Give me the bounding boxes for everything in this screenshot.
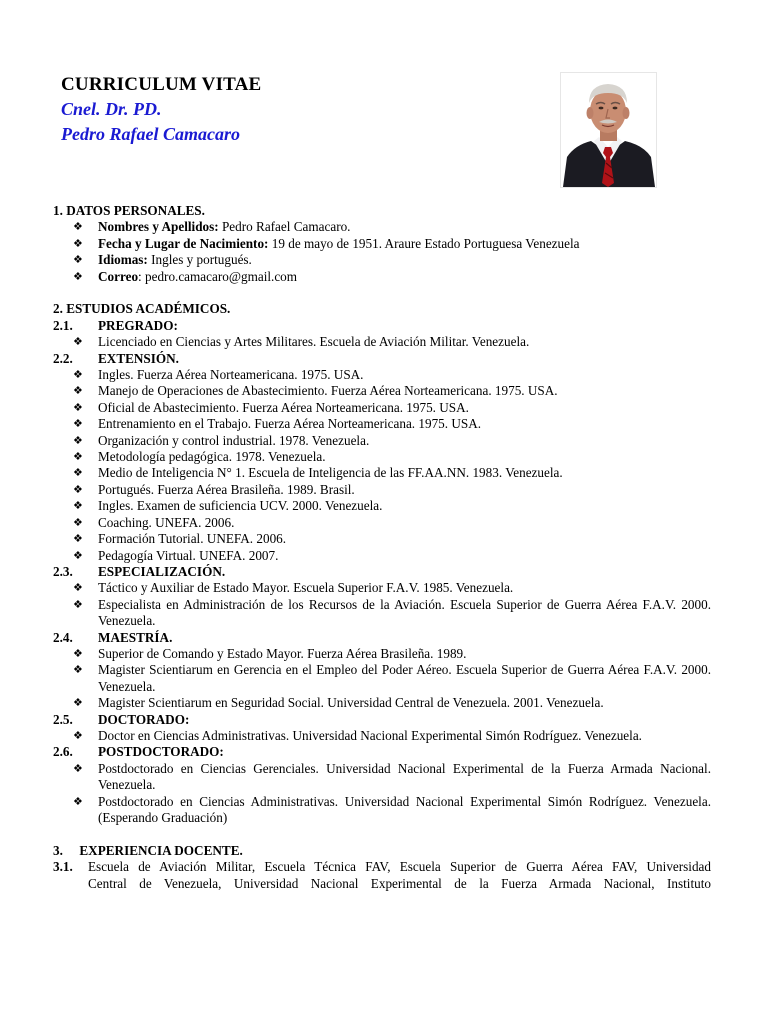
person-name: Pedro Rafael Camacaro: [61, 124, 240, 144]
list-item: ❖ Entrenamiento en el Trabajo. Fuerza Aérea Norteamericana. 1975. USA.: [73, 416, 482, 432]
especializacion-list: [53, 580, 711, 629]
diamond-bullet-icon: ❖: [73, 516, 83, 529]
list-item: ❖ Postdoctorado en Ciencias Gerenciales. Universidad Nacional Experimental de la Fuerza Armada Nacional. Venezuela.: [73, 760, 711, 793]
diamond-bullet-icon: ❖: [73, 664, 83, 677]
document-title: CURRICULUM VITAE: [61, 74, 262, 95]
diamond-bullet-icon: ❖: [73, 729, 83, 742]
diamond-bullet-icon: ❖: [73, 401, 83, 414]
subsection-title: DOCTORADO:: [98, 711, 190, 727]
personal-data-list: [53, 219, 711, 285]
subsection-heading-maestria: [53, 630, 711, 646]
list-item: ❖ Pedagogía Virtual. UNEFA. 2007.: [73, 547, 279, 563]
diamond-bullet-icon: ❖: [73, 451, 83, 464]
item-text-line: Central de Venezuela, Universidad Nacional Experimental de la Fuerza Armada Nacional, Instituto: [88, 875, 711, 891]
portrait-image: [561, 73, 656, 187]
field-value: Pedro Rafael Camacaro.: [218, 219, 351, 235]
experience-item: [53, 859, 711, 892]
diamond-bullet-icon: ❖: [73, 418, 83, 431]
list-item: ❖ Ingles. Fuerza Aérea Norteamericana. 1975. USA.: [73, 367, 364, 383]
subsection-heading-extension: [53, 351, 711, 367]
list-item: ❖ Doctor en Ciencias Administrativas. Universidad Nacional Experimental Simón Rodríguez. Venezuela.: [73, 727, 642, 743]
list-item: [53, 236, 711, 252]
diamond-bullet-icon: ❖: [73, 467, 83, 480]
person-rank: Cnel. Dr. PD.: [61, 99, 162, 119]
maestria-list: [53, 646, 711, 712]
subsection-title: PREGRADO:: [98, 317, 178, 333]
subsection-title: MAESTRÍA.: [98, 629, 173, 645]
field-label: Idiomas:: [98, 252, 148, 268]
diamond-bullet-icon: ❖: [73, 533, 83, 546]
subsection-number: 2.1.: [53, 317, 73, 333]
subsection-number: 2.2.: [53, 350, 73, 366]
list-item: ❖ Postdoctorado en Ciencias Administrativas. Universidad Nacional Experimental Simón Rodríguez. Venezuela. (Esperando Graduación): [73, 793, 711, 826]
list-item: ❖ Magister Scientiarum en Gerencia en el Empleo del Poder Aéreo. Escuela Superior de Guerra Aérea F.A.V. 2000. Venezuela.: [73, 662, 711, 694]
profile-photo: [560, 72, 657, 188]
diamond-bullet-icon: ❖: [73, 598, 83, 611]
subsection-heading-postdoctorado: [53, 744, 711, 760]
subsection-title: ESPECIALIZACIÓN.: [98, 563, 226, 579]
field-value: Ingles y portugués.: [147, 252, 252, 268]
list-item: [53, 252, 711, 268]
subsection-heading-especializacion: [53, 564, 711, 580]
section-heading-datos-personales: 1. DATOS PERSONALES.: [53, 203, 205, 218]
list-item: ❖ Especialista en Administración de los Recursos de la Aviación. Escuela Superior de Guerra Aérea F.A.V. 2000. Venezuela.: [73, 596, 711, 629]
diamond-bullet-icon: ❖: [73, 483, 83, 496]
diamond-bullet-icon: ❖: [73, 221, 83, 234]
list-item: ❖ Organización y control industrial. 1978. Venezuela.: [73, 432, 370, 448]
diamond-bullet-icon: ❖: [73, 500, 83, 513]
diamond-bullet-icon: ❖: [73, 369, 83, 382]
subsection-title: EXTENSIÓN.: [98, 350, 179, 366]
list-item: ❖ Medio de Inteligencia N° 1. Escuela de Inteligencia de las FF.AA.NN. 1983. Venezuela.: [73, 465, 563, 481]
subsection-heading-pregrado: [53, 318, 711, 334]
extension-list: [53, 367, 711, 564]
diamond-bullet-icon: ❖: [73, 237, 83, 250]
list-item: ❖ Licenciado en Ciencias y Artes Militares. Escuela de Aviación Militar. Venezuela.: [73, 334, 530, 350]
diamond-bullet-icon: ❖: [73, 582, 83, 595]
pregrado-list: [53, 334, 711, 350]
list-item: ❖ Manejo de Operaciones de Abastecimiento. Fuerza Aérea Norteamericana. 1975. USA.: [73, 383, 558, 399]
section-heading-experiencia: 3. EXPERIENCIA DOCENTE.: [53, 842, 243, 858]
diamond-bullet-icon: ❖: [73, 336, 83, 349]
field-label: Correo: [98, 268, 139, 284]
list-item: ❖ Metodología pedagógica. 1978. Venezuela.: [73, 449, 326, 465]
email-value: : pedro.camacaro@gmail.com: [138, 268, 298, 284]
field-value: 19 de mayo de 1951. Araure Estado Portuguesa Venezuela: [268, 235, 580, 251]
diamond-bullet-icon: ❖: [73, 270, 83, 283]
field-label: Nombres y Apellidos:: [98, 219, 219, 235]
diamond-bullet-icon: ❖: [73, 762, 83, 775]
list-item: ❖ Táctico y Auxiliar de Estado Mayor. Escuela Superior F.A.V. 1985. Venezuela.: [73, 580, 514, 596]
item-text-line: Escuela de Aviación Militar, Escuela Técnica FAV, Escuela Superior de Guerra Aérea FAV, Universidad: [88, 859, 711, 875]
diamond-bullet-icon: ❖: [73, 697, 83, 710]
diamond-bullet-icon: ❖: [73, 434, 83, 447]
diamond-bullet-icon: ❖: [73, 254, 83, 267]
subsection-number: 2.6.: [53, 744, 73, 760]
list-item: ❖ Oficial de Abastecimiento. Fuerza Aérea Norteamericana. 1975. USA.: [73, 399, 469, 415]
list-item: ❖ Formación Tutorial. UNEFA. 2006.: [73, 531, 287, 547]
subsection-number: 2.5.: [53, 711, 73, 727]
section-heading-estudios: 2. ESTUDIOS ACADÉMICOS.: [53, 301, 231, 317]
diamond-bullet-icon: ❖: [73, 549, 83, 562]
item-number: 3.1.: [53, 859, 73, 875]
subsection-heading-doctorado: [53, 712, 711, 728]
subsection-number: 2.3.: [53, 563, 73, 579]
subsection-number: 2.4.: [53, 629, 73, 645]
list-item: ❖ Coaching. UNEFA. 2006.: [73, 514, 235, 530]
diamond-bullet-icon: ❖: [73, 647, 83, 660]
diamond-bullet-icon: ❖: [73, 385, 83, 398]
list-item: [53, 219, 711, 235]
list-item: ❖ Magister Scientiarum en Seguridad Social. Universidad Central de Venezuela. 2001. Venezuela.: [73, 695, 604, 711]
cv-content: [53, 203, 711, 892]
list-item: ❖ Portugués. Fuerza Aérea Brasileña. 1989. Brasil.: [73, 481, 355, 497]
diamond-bullet-icon: ❖: [73, 795, 83, 808]
list-item: ❖ Superior de Comando y Estado Mayor. Fuerza Aérea Brasileña. 1989.: [73, 645, 467, 661]
field-label: Fecha y Lugar de Nacimiento:: [98, 235, 269, 251]
list-item: [53, 269, 711, 285]
list-item: ❖ Ingles. Examen de suficiencia UCV. 2000. Venezuela.: [73, 498, 383, 514]
doctorado-list: [53, 728, 711, 744]
subsection-title: POSTDOCTORADO:: [98, 744, 224, 760]
postdoctorado-list: [53, 761, 711, 827]
